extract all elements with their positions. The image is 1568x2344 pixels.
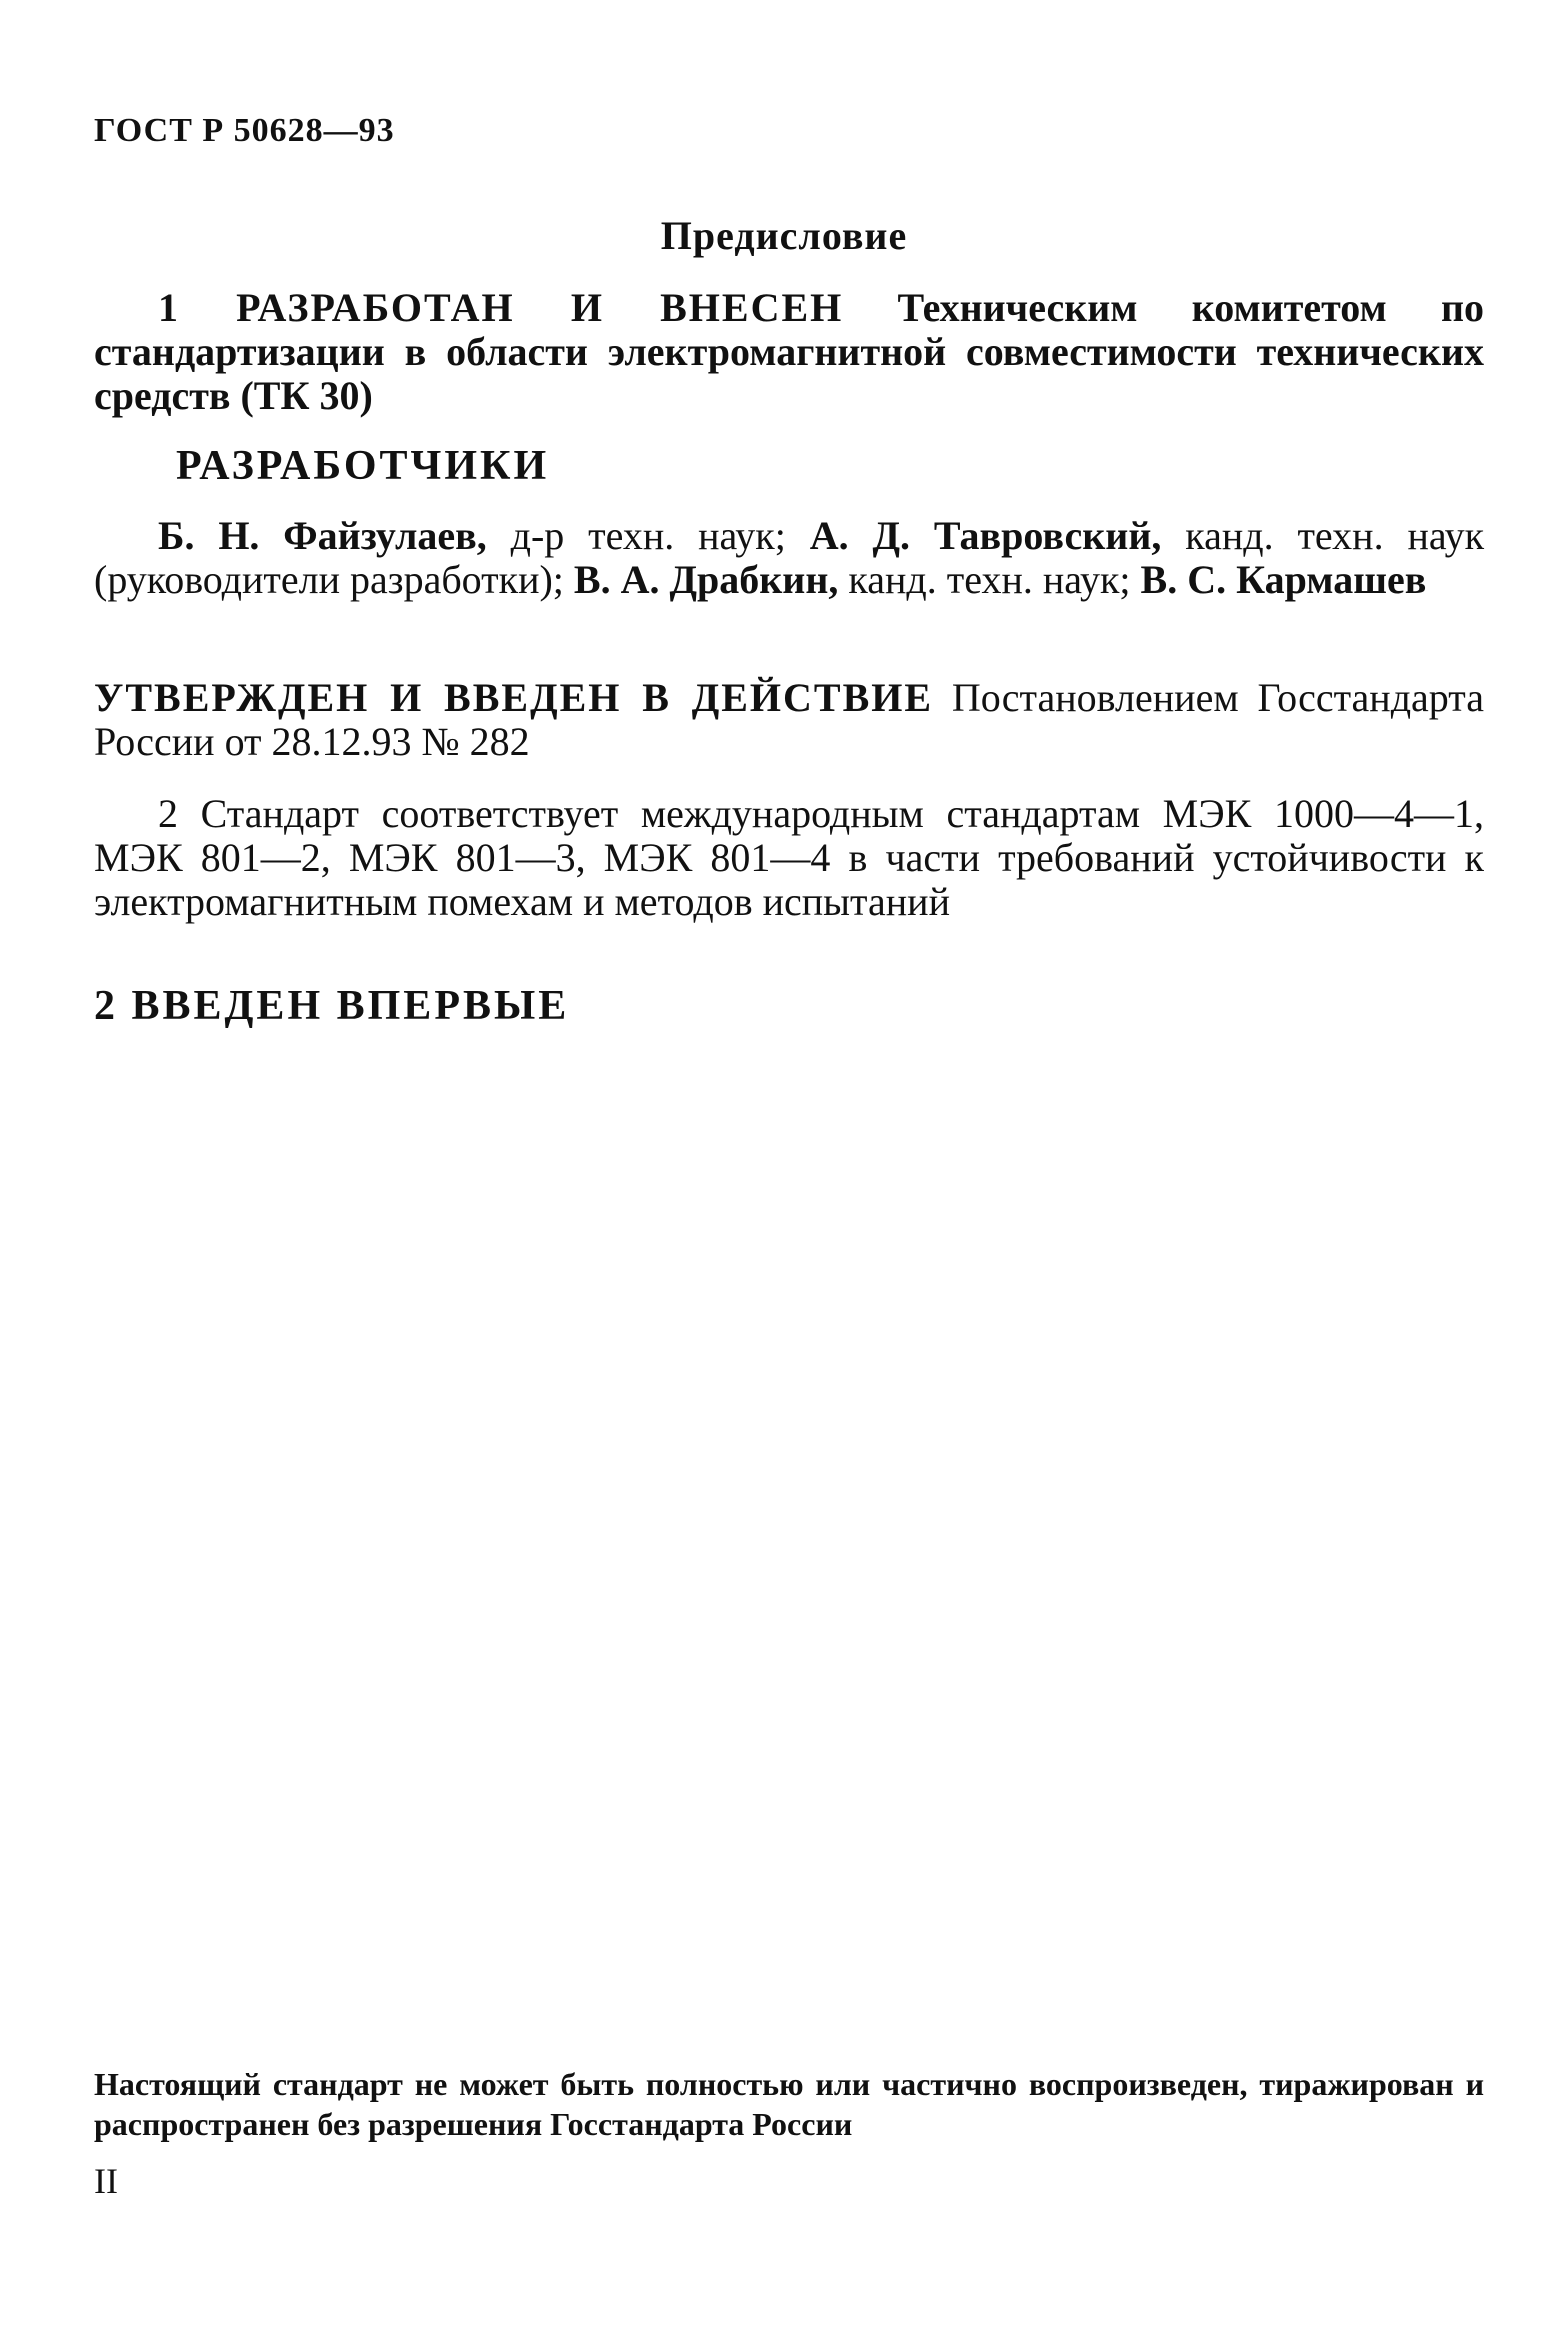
developer-role-1: д-р техн. наук; [486,513,810,558]
developer-name-2: А. Д. Тавровский, [809,513,1162,558]
developers-label: РАЗРАБОТЧИКИ [176,443,550,489]
developer-name-1: Б. Н. Файзулаев, [158,513,487,558]
approved-text: Постановлением Госстандарта России от 28.12.93 № 282 [94,675,1485,764]
developer-name-4: В. С. Кармашев [1140,557,1427,602]
developers-paragraph [94,514,1484,602]
approved-paragraph [94,676,1484,764]
compliance-paragraph: 2 Стандарт соответствует международным стандартам МЭК 1000—4—1, МЭК 801—2, МЭК 801—3, МЭК 801—4 в части требований устойчивости к электромагнитным помехам и методов испытаний [94,791,1484,924]
introduced-first-time: 2 ВВЕДЕН ВПЕРВЫЕ [94,983,570,1029]
developed-lead: 1 РАЗРАБОТАН И ВНЕСЕН [158,285,844,330]
developer-role-2: канд. техн. наук (руководители разработки); [94,513,1485,602]
foreword-title: Предисловие [660,213,908,258]
developer-role-3: канд. техн. наук; [838,557,1141,602]
developed-paragraph [94,286,1484,418]
page-number: II [94,2161,118,2201]
document-header: ГОСТ Р 50628—93 [94,112,395,149]
copyright-note: Настоящий стандарт не может быть полностью или частично воспроизведен, тиражирован и распространен без разрешения Госстандарта России [94,2066,1484,2142]
developed-text: Техническим комитетом по стандартизации в области электромагнитной совместимости технических средств (ТК 30) [94,285,1484,418]
developer-name-3: В. А. Драбкин, [573,557,839,602]
approved-lead: УТВЕРЖДЕН И ВВЕДЕН В ДЕЙСТВИЕ [94,675,934,720]
